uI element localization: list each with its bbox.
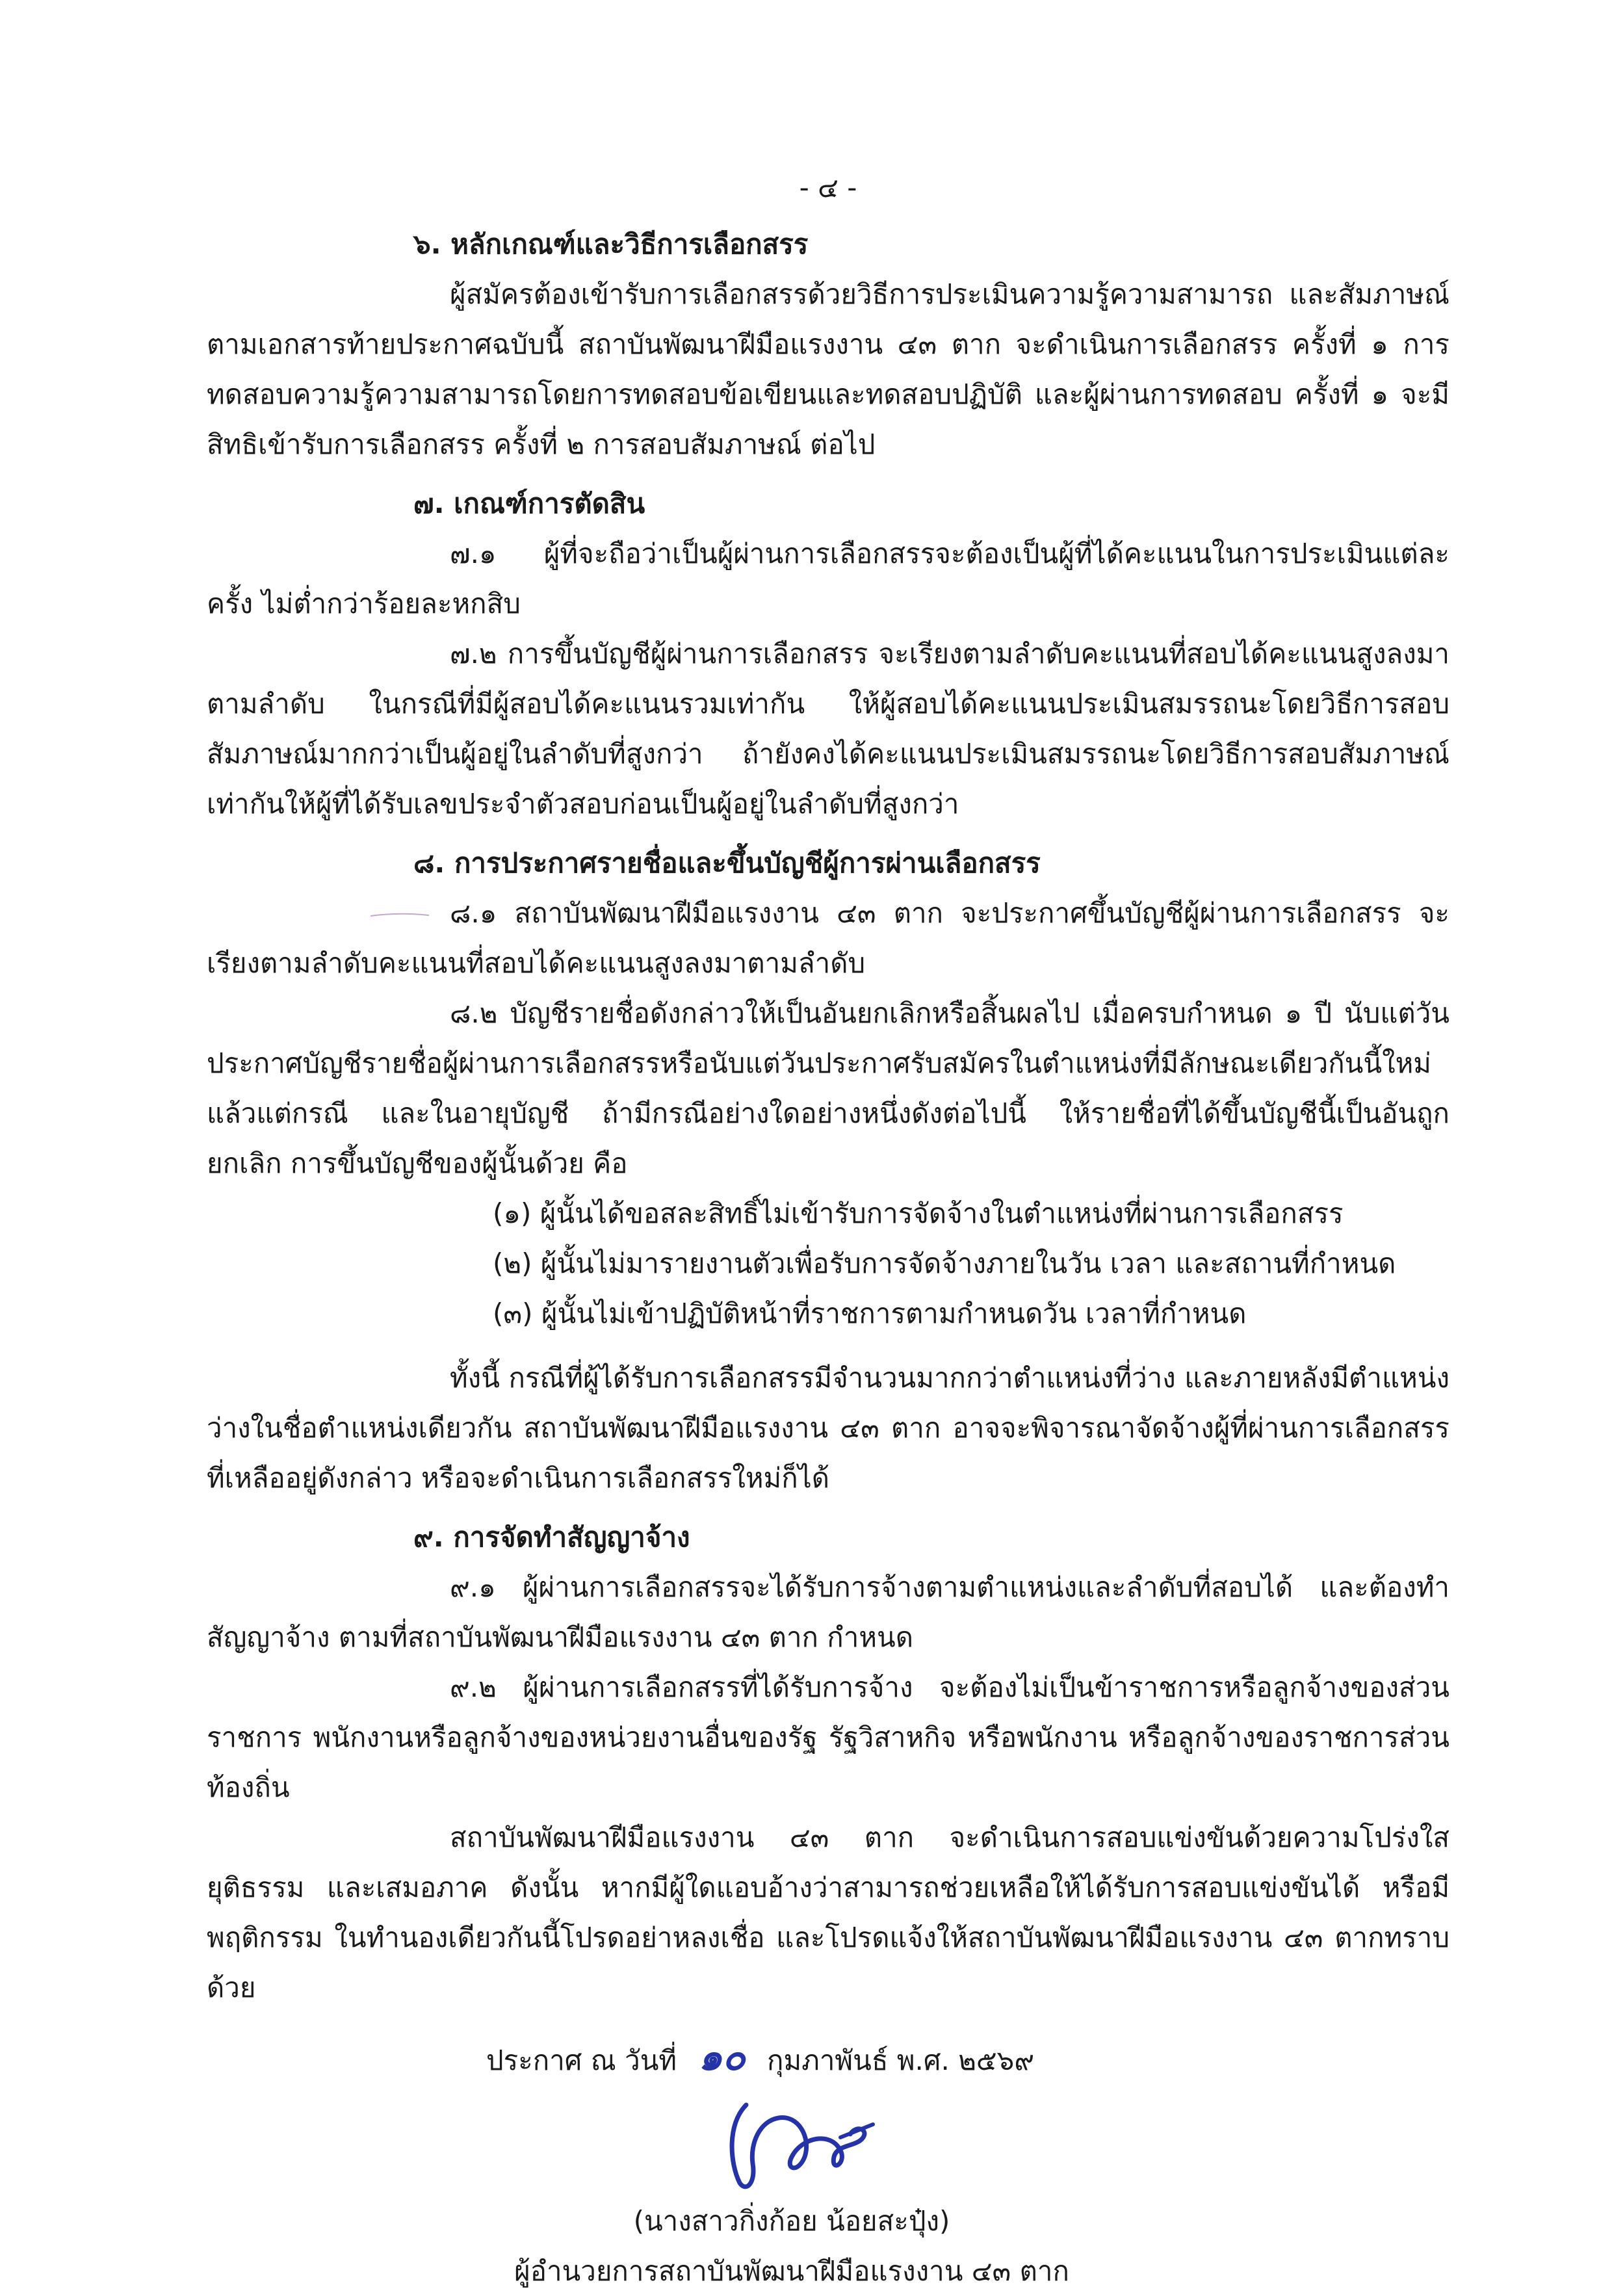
announcement-date: [207, 2032, 1450, 2085]
signer-title: ผู้อำนวยการสถาบันพัฒนาฝีมือแรงงาน ๔๓ ตาก: [514, 2255, 1069, 2287]
section-9-2-paragraph: ๙.๒ ผู้ผ่านการเลือกสรรที่ได้รับการจ้าง จะต้องไม่เป็นข้าราชการหรือลูกจ้างของส่วนราชการ พนักงานหรือลูกจ้างของหน่วยงานอื่นของรัฐ รัฐวิสาหกิจ หรือพนักงาน หรือลูกจ้างของราชการส่วนท้องถิ่น: [207, 1671, 1450, 1803]
section-7-2-paragraph: ๗.๒ การขึ้นบัญชีผู้ผ่านการเลือกสรร จะเรียงตามลำดับคะแนนที่สอบได้คะแนนสูงลงมา ตามลำดับ ในกรณีที่มีผู้สอบได้คะแนนรวมเท่ากัน ให้ผู้สอบได้คะแนนประเมินสมรรถนะโดยวิธีการสอบ สัมภาษณ์มากกว่าเป็นผู้อยู่ในลำดับที่สูงกว่า ถ้ายังคงได้คะแนนประเมินสมรรถนะโดยวิธีการสอบสัมภาษณ์ เท่ากันให้ผู้ที่ได้รับเลขประจำตัวสอบก่อนเป็นผู้อยู่ในลำดับที่สูงกว่า: [207, 638, 1450, 820]
signer-name: (นางสาวกิ่งก้อย น้อยสะปุ๋ง): [633, 2205, 950, 2237]
date-day: ๑๐: [698, 2035, 746, 2079]
disqualification-list: [207, 1188, 1450, 1338]
section-8-note-paragraph: ทั้งนี้ กรณีที่ผู้ได้รับการเลือกสรรมีจำนวนมากกว่าตำแหน่งที่ว่าง และภายหลังมีตำแหน่ง ว่างในชื่อตำแหน่งเดียวกัน สถาบันพัฒนาฝีมือแรงงาน ๔๓ ตาก อาจจะพิจารณาจัดจ้างผู้ที่ผ่านการเลือกสรร ที่เหลืออยู่ดังกล่าว หรือจะดำเนินการเลือกสรรใหม่ก็ได้: [207, 1362, 1450, 1494]
section-9-1-paragraph: ๙.๑ ผู้ผ่านการเลือกสรรจะได้รับการจ้างตามตำแหน่งและลำดับที่สอบได้ และต้องทำสัญญาจ้าง ตามที่สถาบันพัฒนาฝีมือแรงงาน ๔๓ ตาก กำหนด: [207, 1571, 1450, 1653]
document-body: [207, 163, 1450, 2296]
page-number: - ๔ -: [799, 172, 857, 203]
signature: [701, 2085, 935, 2196]
date-prefix: ประกาศ ณ วันที่: [486, 2044, 677, 2076]
date-suffix: กุมภาพันธ์ พ.ศ. ๒๕๖๙: [767, 2044, 1035, 2076]
section-6-paragraph: ผู้สมัครต้องเข้ารับการเลือกสรรด้วยวิธีการประเมินความรู้ความสามารถ และสัมภาษณ์ ตามเอกสารท้ายประกาศฉบับนี้ สถาบันพัฒนาฝีมือแรงงาน ๔๓ ตาก จะดำเนินการเลือกสรร ครั้งที่ ๑ การทดสอบความรู้ความสามารถโดยการทดสอบข้อเขียนและทดสอบปฏิบัติ และผู้ผ่านการทดสอบ ครั้งที่ ๑ จะมีสิทธิเข้ารับการเลือกสรร ครั้งที่ ๒ การสอบสัมภาษณ์ ต่อไป: [207, 278, 1450, 460]
section-8-heading: ๘. การประกาศรายชื่อและขึ้นบัญชีผู้การผ่านเลือกสรร: [413, 847, 1041, 879]
list-item: (๓) ผู้นั้นไม่เข้าปฏิบัติหน้าที่ราชการตามกำหนดวัน เวลาที่กำหนด: [493, 1298, 1247, 1329]
transparency-paragraph: สถาบันพัฒนาฝีมือแรงงาน ๔๓ ตาก จะดำเนินการสอบแข่งขันด้วยความโปร่งใส ยุติธรรม และเสมอภาค ดังนั้น หากมีผู้ใดแอบอ้างว่าสามารถช่วยเหลือให้ได้รับการสอบแข่งขันได้ หรือมีพฤติกรรม ในทำนองเดียวกันนี้โปรดอย่าหลงเชื่อ และโปรดแจ้งให้สถาบันพัฒนาฝีมือแรงงาน ๔๓ ตากทราบด้วย: [207, 1821, 1450, 2003]
section-9-heading: ๙. การจัดทำสัญญาจ้าง: [413, 1521, 690, 1553]
section-7-heading: ๗. เกณฑ์การตัดสิน: [413, 488, 645, 519]
list-item: (๑) ผู้นั้นได้ขอสละสิทธิ์ไม่เข้ารับการจัดจ้างในตำแหน่งที่ผ่านการเลือกสรร: [493, 1197, 1344, 1229]
section-8-2-paragraph: ๘.๒ บัญชีรายชื่อดังกล่าวให้เป็นอันยกเลิกหรือสิ้นผลไป เมื่อครบกำหนด ๑ ปี นับแต่วัน ประกาศบัญชีรายชื่อผู้ผ่านการเลือกสรรหรือนับแต่วันประกาศรับสมัครในตำแหน่งที่มีลักษณะเดียวกันนี้ใหม่ แล้วแต่กรณี และในอายุบัญชี ถ้ามีกรณีอย่างใดอย่างหนึ่งดังต่อไปนี้ ให้รายชื่อที่ได้ขึ้นบัญชีนี้เป็นอันถูกยกเลิก การขึ้นบัญชีของผู้นั้นด้วย คือ: [207, 997, 1450, 1179]
list-item: (๒) ผู้นั้นไม่มารายงานตัวเพื่อรับการจัดจ้างภายในวัน เวลา และสถานที่กำหนด: [493, 1247, 1396, 1279]
section-7-1-paragraph: ๗.๑ ผู้ที่จะถือว่าเป็นผู้ผ่านการเลือกสรรจะต้องเป็นผู้ที่ได้คะแนนในการประเมินแต่ละครั้ง ไม่ต่ำกว่าร้อยละหกสิบ: [207, 538, 1450, 620]
section-6-heading: ๖. หลักเกณฑ์และวิธีการเลือกสรร: [413, 228, 809, 260]
section-8-1-paragraph: ๘.๑ สถาบันพัฒนาฝีมือแรงงาน ๔๓ ตาก จะประกาศขึ้นบัญชีผู้ผ่านการเลือกสรร จะเรียงตามลำดับคะแนนที่สอบได้คะแนนสูงลงมาตามลำดับ: [207, 897, 1450, 979]
